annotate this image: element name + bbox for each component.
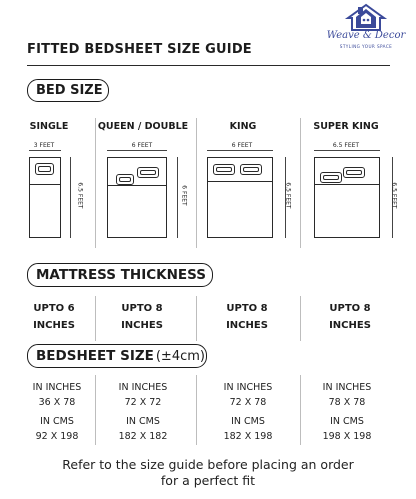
width-line <box>29 150 61 151</box>
width-label-king: 6 FEET <box>231 142 253 149</box>
thickness-king: UPTO 8 INCHES <box>226 303 268 331</box>
bed-name-single: SINGLE <box>29 121 69 132</box>
blanket-line <box>108 185 166 186</box>
cms-value-super-king: 198 X 198 <box>322 431 372 442</box>
cms-value-queen: 182 X 182 <box>118 431 168 442</box>
column-divider <box>95 296 96 341</box>
column-divider <box>196 118 197 248</box>
inches-value-king: 72 X 78 <box>229 397 267 408</box>
footer-note-line-2: for a perfect fit <box>160 473 256 488</box>
inches-value-queen: 72 X 72 <box>124 397 162 408</box>
blanket-line <box>208 181 272 182</box>
king-bed-icon <box>207 157 273 238</box>
brand-name: Weave & Decor <box>326 30 406 41</box>
house-logo-icon <box>318 2 414 32</box>
bedsheet-size-section <box>27 344 207 368</box>
column-divider <box>95 375 96 445</box>
inches-value-single: 36 X 78 <box>38 397 76 408</box>
length-label-super-king: 6.5 FEET <box>390 182 398 209</box>
length-line <box>70 157 71 238</box>
brand-logo <box>318 2 414 60</box>
bed-name-king: KING <box>229 121 257 132</box>
bed-size-section <box>27 79 109 102</box>
thickness-single: UPTO 6 INCHES <box>33 303 75 331</box>
bed-name-super-king: SUPER KING <box>313 121 379 132</box>
cms-label-queen: IN CMS <box>126 416 160 427</box>
thickness-queen: UPTO 8 INCHES <box>121 303 163 331</box>
pillow-icon <box>137 167 159 178</box>
column-divider <box>95 118 96 248</box>
inches-label-queen: IN INCHES <box>118 382 168 393</box>
inches-label-single: IN INCHES <box>32 382 82 393</box>
pillow-icon <box>213 164 235 175</box>
title-underline <box>27 65 390 66</box>
cms-value-king: 182 X 198 <box>223 431 273 442</box>
pillow-icon <box>116 174 134 185</box>
blanket-line <box>30 184 60 185</box>
pillow-icon <box>320 172 342 183</box>
column-divider <box>300 296 301 341</box>
column-divider <box>300 118 301 248</box>
width-label-queen: 6 FEET <box>131 142 153 149</box>
bed-size-heading: BED SIZE <box>36 83 103 98</box>
pillow-icon <box>343 167 365 178</box>
cms-value-single: 92 X 198 <box>35 431 79 442</box>
width-line <box>207 150 273 151</box>
width-line <box>314 150 380 151</box>
column-divider <box>196 375 197 445</box>
cms-label-single: IN CMS <box>40 416 74 427</box>
mattress-thickness-heading: MATTRESS THICKNESS <box>36 267 206 283</box>
page-title: FITTED BEDSHEET SIZE GUIDE <box>27 42 252 57</box>
length-label-queen: 6 FEET <box>180 185 188 206</box>
inches-label-king: IN INCHES <box>223 382 273 393</box>
cms-label-king: IN CMS <box>231 416 265 427</box>
brand-tagline: STYLING YOUR SPACE <box>339 44 393 49</box>
inches-value-super-king: 78 X 78 <box>328 397 366 408</box>
pillow-icon <box>35 163 54 175</box>
length-line <box>177 157 178 238</box>
blanket-line <box>315 184 379 185</box>
pillow-icon <box>240 164 262 175</box>
column-divider <box>196 296 197 341</box>
inches-label-super-king: IN INCHES <box>322 382 372 393</box>
tolerance-note: (±4cm) <box>155 348 205 364</box>
length-label-king: 6.5 FEET <box>284 182 292 209</box>
width-label-super-king: 6.5 FEET <box>332 142 360 149</box>
single-bed-icon <box>29 157 61 238</box>
width-label-single: 3 FEET <box>33 142 55 149</box>
length-label-single: 6.5 FEET <box>76 182 84 209</box>
thickness-super-king: UPTO 8 INCHES <box>329 303 371 331</box>
footer-note-line-1: Refer to the size guide before placing an order <box>62 457 354 472</box>
super-king-bed-icon <box>314 157 380 238</box>
queen-bed-icon <box>107 157 167 238</box>
bed-name-queen: QUEEN / DOUBLE <box>97 121 189 132</box>
bedsheet-size-heading: BEDSHEET SIZE <box>36 348 154 364</box>
column-divider <box>300 375 301 445</box>
cms-label-super-king: IN CMS <box>330 416 364 427</box>
mattress-thickness-section <box>27 263 213 287</box>
width-line <box>107 150 167 151</box>
